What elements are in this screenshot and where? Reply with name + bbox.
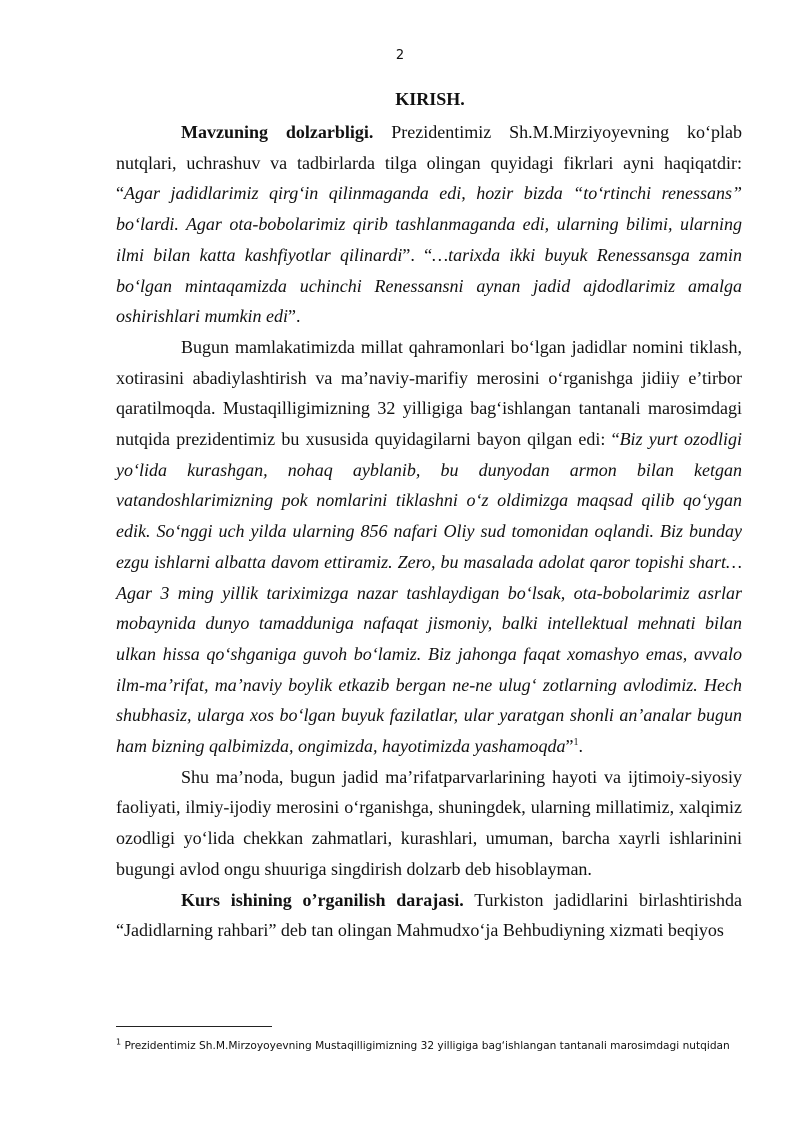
page-number: 2 [395, 48, 405, 63]
footnote-text: Prezidentimiz Sh.M.Mirzoyoyevning Mustaqilligimizning 32 yilligiga bag‘ishlangan tantanali marosimdagi nutqidan [121, 1040, 730, 1052]
paragraph-research-degree [116, 885, 742, 946]
paragraph-text: Bugun mamlakatimizda millat qahramonlari bo‘lgan jadidlar nomini tiklash, xotirasini abadiylashtirish va ma’naviy-marifiy merosini o‘rganishga jidiiy e’tirbor qaratilmoqda. Mustaqilligimizning 32 yilligiga bag‘ishlangan tantanali marosimdagi nutqida prezidentimiz bu xususida quyidagilarni bayon qilgan edi: “ [116, 336, 742, 450]
paragraph-conclusion [116, 762, 742, 885]
paragraph-text: ”. “ [402, 244, 433, 265]
paragraph-text: . [578, 736, 584, 757]
paragraph-text: Turkiston jadidlarini birlashtirishda “Jadidlarning rahbari” deb tan olingan Mahmudxo‘ja Behbudiyning xizmati beqiyos [116, 889, 742, 941]
paragraph-text: Shu ma’noda, bugun jadid ma’rifatparvarlarining hayoti va ijtimoiy-siyosiy faoliyati, ilmiy-ijodiy merosini o‘rganishga, shuningdek, ularning millatimiz, xalqimiz ozodligi yo‘lida chekkan zahmatlari, kurashlari, umuman, barcha xayrli ishlarinini bugungi avlod ongu shuuriga singdirish dolzarb deb hisoblayman. [116, 766, 742, 879]
footnote-separator [116, 1026, 272, 1027]
paragraph-president-speech [116, 332, 742, 762]
footnote-number: 1 [116, 1037, 122, 1047]
paragraph-relevance [116, 117, 742, 332]
quotation: Agar jadidlarimiz qirg‘in qilinmaganda edi, hozir bizda “to‘rtinchi renessans” bo‘lardi. Agar ota-bobolarimiz qirib tashlanmaganda edi, ularning bilimi, ularning ilmi bilan katta kashfiyotlar qilinardi [116, 183, 742, 265]
paragraph-lead: Mavzuning dolzarbligi. [181, 122, 374, 142]
footnote [116, 1039, 756, 1053]
paragraph-lead: Kurs ishining o’rganilish darajasi. [181, 889, 464, 910]
quotation: …tarixda ikki buyuk Renessansga zamin bo‘lgan mintaqamizda uchinchi Renessansni aynan jadid ajdodlarimiz amalga oshirishlari mumkin edi [116, 244, 743, 327]
paragraph-text: ” [565, 736, 574, 757]
quotation: Biz yurt ozodligi yo‘lida kurashgan, nohaq ayblanib, bu dunyodan armon bilan ketgan vatandoshlarimizning pok nomlarini tiklashni o‘z oldimizga maqsad qilib qo‘ygan edik. So‘nggi uch yilda ularning 856 nafari Oliy sud tomonidan oqlandi. Biz bunday ezgu ishlarni albatta davom ettiramiz. Zero, bu masalada adolat qaror topishi shart… Agar 3 ming yillik tariximizga nazar tashlaydigan bo‘lsak, ota-bobolarimiz asrlar mobaynida dunyo tamadduniga nafaqat jismoniy, balki intellektual mehnati bilan ulkan hissa qo‘shganiga guvoh bo‘lamiz. Biz jahonga faqat xomashyo emas, avvalo ilm-ma’rifat, ma’naviy boylik etkazib bergan ne-ne ulug‘ zotlarning avlodimiz. Hech shubhasiz, ularga xos bo‘lgan buyuk fazilatlar, ular yaratgan shonli an’analar bugun ham bizning qalbimizda, ongimizda, hayotimizda yashamoqda [116, 429, 742, 757]
paragraph-text: Prezidentimiz Sh.M.Mirziyoyevning ko‘plab nutqlari, uchrashuv va tadbirlarda tilga olingan quyidagi fikrlari ayni haqiqatdir: “ [116, 122, 743, 204]
paragraph-text: ”. [288, 306, 301, 327]
section-heading: KIRISH. [395, 89, 465, 109]
footnote-reference[interactable]: 1 [573, 737, 579, 749]
body-text [116, 117, 742, 946]
